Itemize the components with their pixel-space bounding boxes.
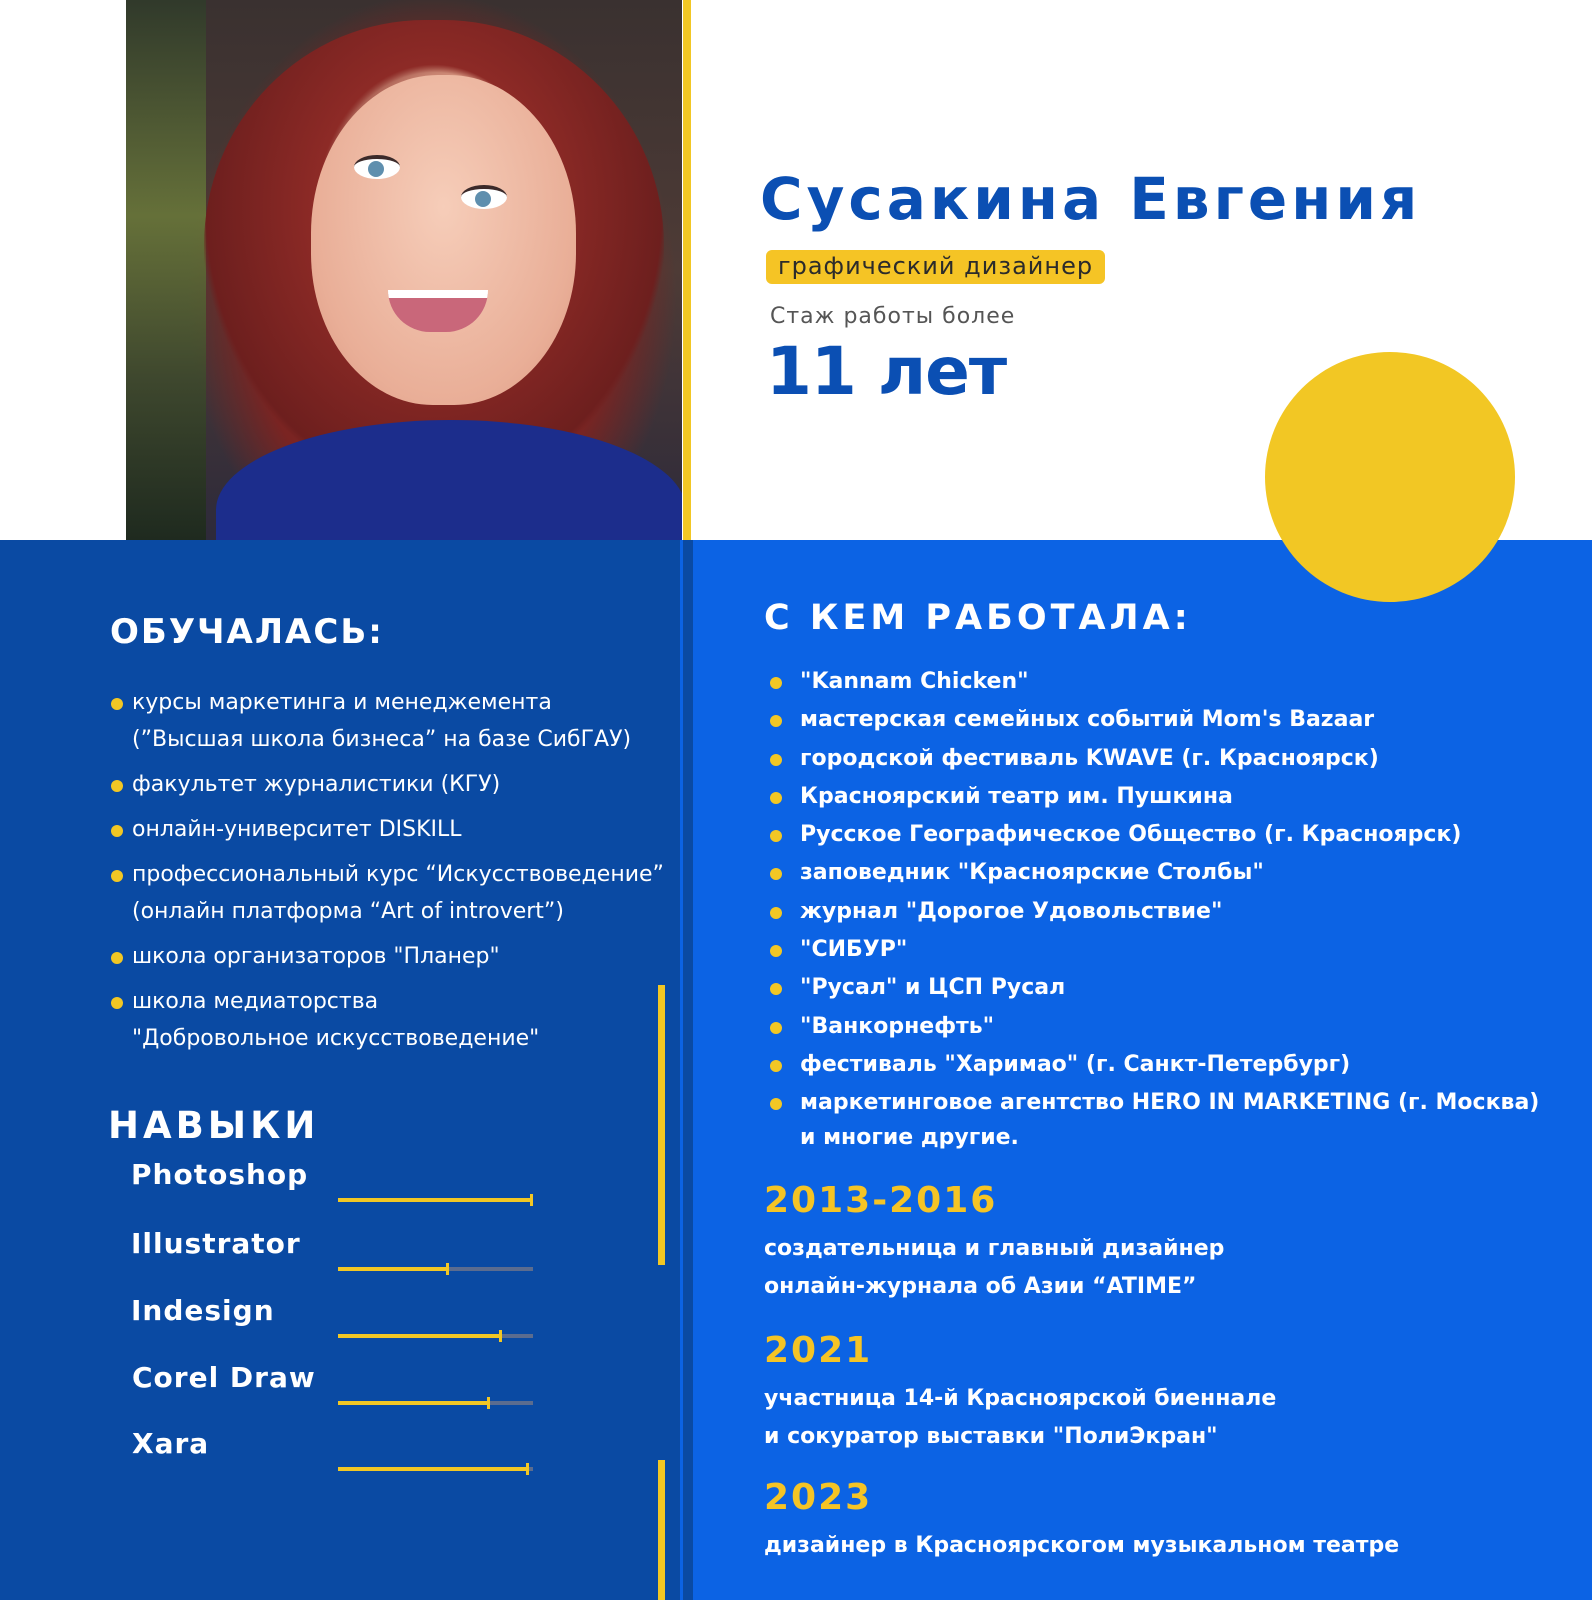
bullet-icon xyxy=(770,1060,782,1072)
client-item xyxy=(770,1008,1570,1046)
client-item-text: "Русал" и ЦСП Русал xyxy=(800,975,1066,1001)
skill-level-marker xyxy=(526,1463,529,1475)
bullet-icon xyxy=(770,983,782,995)
education-item xyxy=(110,811,670,848)
skill-level-fill xyxy=(338,1198,533,1202)
skill-level-marker xyxy=(530,1194,533,1206)
skill-level-marker xyxy=(446,1263,449,1275)
client-item xyxy=(770,816,1570,854)
skill-level-bar xyxy=(338,1198,533,1202)
client-item-text: журнал "Дорогое Удовольствие" xyxy=(800,898,1223,924)
bullet-icon xyxy=(770,945,782,957)
client-item-text: мастерская семейных событий Mom's Bazaar xyxy=(800,707,1375,733)
education-item-text: онлайн-университет DISKILL xyxy=(132,817,462,842)
client-item xyxy=(770,854,1570,892)
skill-name: Xara xyxy=(132,1427,210,1460)
skill-level-fill xyxy=(338,1334,502,1338)
client-item xyxy=(770,740,1570,778)
timeline-year: 2013-2016 xyxy=(764,1180,998,1221)
skill-name: Photoshop xyxy=(131,1158,309,1191)
experience-value: 11 лет xyxy=(766,333,1007,410)
skill-level-fill xyxy=(338,1267,449,1271)
skill-level-fill xyxy=(338,1401,490,1405)
education-item-text: профессиональный курс “Искусствоведение” xyxy=(132,862,664,887)
client-item-text: Красноярский театр им. Пушкина xyxy=(800,783,1233,809)
client-item xyxy=(770,663,1570,701)
client-item-text: фестиваль "Харимао" (г. Санкт-Петербург) xyxy=(800,1051,1351,1077)
client-item-text: Русское Географическое Общество (г. Красноярск) xyxy=(800,822,1462,848)
bullet-icon xyxy=(770,792,782,804)
skill-level-marker xyxy=(499,1330,502,1342)
bullet-icon xyxy=(770,715,782,727)
clients-list xyxy=(770,663,1570,1123)
decorative-yellow-line xyxy=(658,1460,665,1600)
timeline-description: и сокуратор выставки "ПолиЭкран" xyxy=(764,1424,1218,1449)
education-item xyxy=(110,684,670,758)
clients-tail: и многие другие. xyxy=(800,1125,1019,1150)
timeline-description: онлайн-журнала об Азии “ATIME” xyxy=(764,1274,1197,1299)
skill-name: Indesign xyxy=(131,1294,275,1327)
education-item-text: факультет журналистики (КГУ) xyxy=(132,772,501,797)
decorative-yellow-circle xyxy=(1265,352,1515,602)
timeline-description: создательница и главный дизайнер xyxy=(764,1236,1225,1261)
timeline-year: 2023 xyxy=(764,1477,873,1518)
skills-heading: НАВЫКИ xyxy=(108,1104,320,1147)
client-item-text: маркетинговое агентство HERO IN MARKETING (г. Москва) xyxy=(800,1090,1540,1116)
education-item-text: школа организаторов "Планер" xyxy=(132,944,500,969)
client-item xyxy=(770,701,1570,739)
bullet-icon xyxy=(111,870,123,882)
client-item xyxy=(770,893,1570,931)
education-item-subtext: (”Высшая школа бизнеса” на базе СибГАУ) xyxy=(132,727,632,752)
education-item xyxy=(110,938,670,975)
bullet-icon xyxy=(111,825,123,837)
decorative-yellow-line xyxy=(683,0,691,540)
client-item-text: "Ванкорнефть" xyxy=(800,1013,995,1039)
education-heading: ОБУЧАЛАСЬ: xyxy=(110,612,384,652)
education-item-text: школа медиаторства xyxy=(132,989,379,1014)
skill-name: Illustrator xyxy=(131,1227,301,1260)
education-item-subtext: (онлайн платформа “Art of introvert”) xyxy=(132,899,564,924)
education-list xyxy=(110,684,670,1065)
profile-photo xyxy=(126,0,682,540)
client-item xyxy=(770,931,1570,969)
decorative-divider xyxy=(683,540,693,1600)
education-item xyxy=(110,983,670,1057)
skill-level-bar xyxy=(338,1467,533,1471)
education-item xyxy=(110,766,670,803)
bullet-icon xyxy=(770,754,782,766)
skill-name: Corel Draw xyxy=(132,1361,316,1394)
bullet-icon xyxy=(111,952,123,964)
skill-level-fill xyxy=(338,1467,529,1471)
skill-level-bar xyxy=(338,1401,533,1405)
client-item xyxy=(770,1046,1570,1084)
bullet-icon xyxy=(770,907,782,919)
client-item-text: городской фестиваль KWAVE (г. Красноярск) xyxy=(800,745,1379,771)
bullet-icon xyxy=(111,997,123,1009)
skill-level-marker xyxy=(487,1397,490,1409)
client-item-text: "СИБУР" xyxy=(800,937,908,963)
education-item-subtext: "Добровольное искусствоведение" xyxy=(132,1026,540,1051)
experience-label: Стаж работы более xyxy=(770,304,1016,329)
client-item xyxy=(770,1084,1570,1122)
client-item-text: "Kannam Chicken" xyxy=(800,669,1029,694)
person-name: Сусакина Евгения xyxy=(760,165,1422,233)
bullet-icon xyxy=(770,677,782,689)
skill-level-bar xyxy=(338,1334,533,1338)
timeline-year: 2021 xyxy=(764,1330,873,1371)
skill-level-bar xyxy=(338,1267,533,1271)
bullet-icon xyxy=(770,868,782,880)
education-item-text: курсы маркетинга и менеджемента xyxy=(132,690,552,715)
client-item xyxy=(770,969,1570,1007)
bullet-icon xyxy=(111,780,123,792)
bullet-icon xyxy=(770,1098,782,1110)
education-item xyxy=(110,856,670,930)
bullet-icon xyxy=(111,698,123,710)
clients-heading: С КЕМ РАБОТАЛА: xyxy=(764,598,1192,638)
bullet-icon xyxy=(770,1022,782,1034)
timeline-description: участница 14-й Красноярской биеннале xyxy=(764,1386,1277,1411)
client-item xyxy=(770,778,1570,816)
role-badge: графический дизайнер xyxy=(766,250,1105,284)
client-item-text: заповедник "Красноярские Столбы" xyxy=(800,860,1264,886)
bullet-icon xyxy=(770,830,782,842)
timeline-description: дизайнер в Красноярскогом музыкальном театре xyxy=(764,1533,1400,1558)
